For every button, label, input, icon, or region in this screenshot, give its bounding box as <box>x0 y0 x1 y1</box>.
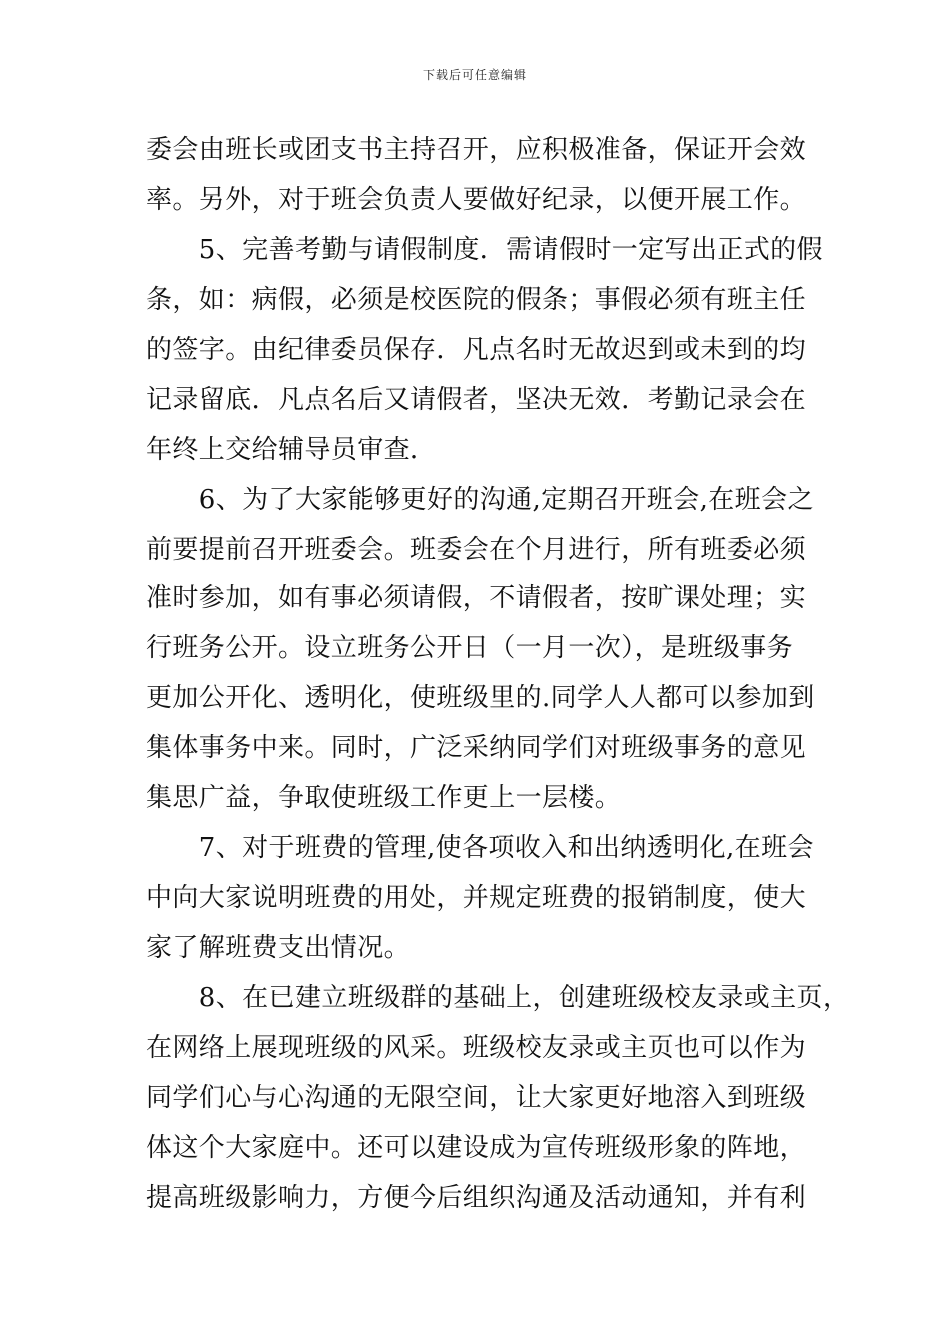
text-line: 准时参加，如有事必须请假，不请假者，按旷课处理；实 <box>146 583 807 613</box>
text-line: 记录留底．凡点名后又请假者，坚决无效．考勤记录会在 <box>146 385 807 415</box>
text-line: 行班务公开。设立班务公开日（一月一次），是班级事务 <box>146 633 794 663</box>
text-line: 5、完善考勤与请假制度．需请假时一定写出正式的假 <box>146 235 823 265</box>
text-line: 中向大家说明班费的用处，并规定班费的报销制度，使大 <box>146 883 807 913</box>
text-line: 家了解班费支出情况。 <box>146 933 411 963</box>
text-line: 年终上交给辅导员审查． <box>146 435 437 465</box>
text-line: 同学们心与心沟通的无限空间，让大家更好地溶入到班级 <box>146 1083 807 1113</box>
text-line: 委会由班长或团支书主持召开，应积极准备，保证开会效 <box>146 135 807 165</box>
text-line: 更加公开化、透明化，使班级里的.同学人人都可以参加到 <box>146 683 815 713</box>
text-line: 在网络上展现班级的风采。班级校友录或主页也可以作为 <box>146 1033 807 1063</box>
page-header: 下载后可任意编辑 <box>422 68 527 82</box>
text-line: 前要提前召开班委会。班委会在个月进行，所有班委必须 <box>146 535 807 565</box>
text-line: 条，如：病假，必须是校医院的假条；事假必须有班主任 <box>146 285 807 315</box>
text-line: 8、在已建立班级群的基础上，创建班级校友录或主页， <box>146 983 850 1013</box>
text-line: 6、为了大家能够更好的沟通,定期召开班会,在班会之 <box>146 485 814 515</box>
text-line: 集体事务中来。同时，广泛采纳同学们对班级事务的意见 <box>146 733 807 763</box>
text-line: 体这个大家庭中。还可以建设成为宣传班级形象的阵地， <box>146 1133 807 1163</box>
text-line: 的签字。由纪律委员保存．凡点名时无故迟到或未到的均 <box>146 335 807 365</box>
text-line: 集思广益，争取使班级工作更上一层楼。 <box>146 783 622 813</box>
text-line: 7、对于班费的管理,使各项收入和出纳透明化,在班会 <box>146 833 814 863</box>
text-line: 提高班级影响力，方便今后组织沟通及活动通知，并有利 <box>146 1183 807 1213</box>
text-line: 率。另外，对于班会负责人要做好纪录，以便开展工作。 <box>146 185 807 215</box>
